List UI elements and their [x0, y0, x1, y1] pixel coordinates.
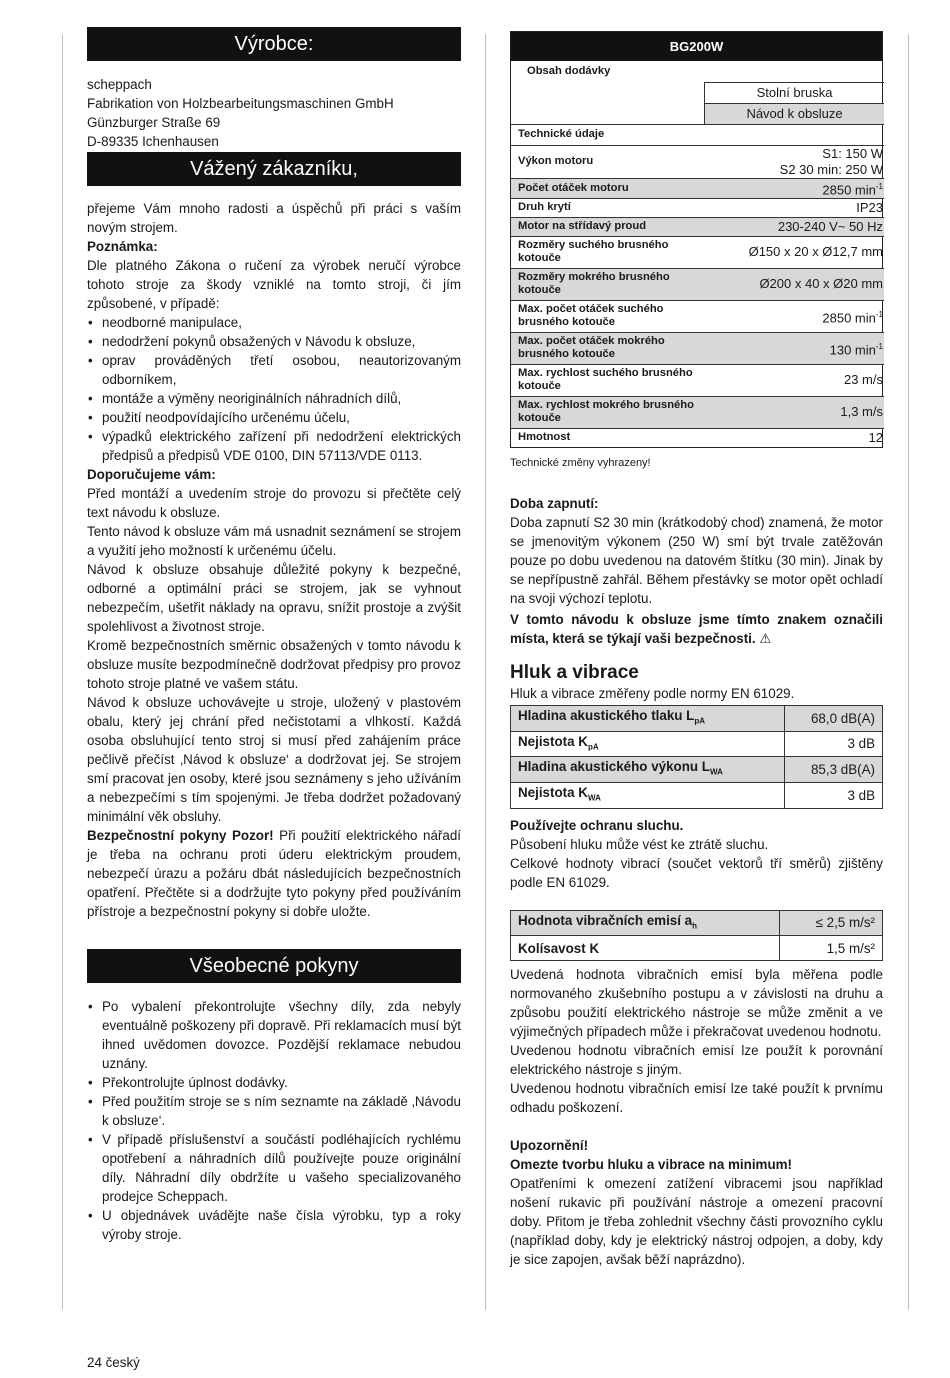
changes-note: Technické změny vyhrazeny!: [510, 456, 651, 469]
delivery-item: Návod k obsluze: [704, 103, 884, 124]
spec-value: 12: [868, 429, 883, 445]
address-line: Fabrikation von Holzbearbeitungsmaschinen GmbH: [87, 96, 394, 111]
delivery-label: Obsah dodávky: [527, 65, 611, 77]
row-label: Hladina akustického výkonu $L_{WA}$: [511, 757, 785, 783]
caution-label: Upozornění!: [510, 1138, 589, 1154]
note-text: Dle platného Zákona o ručení za výrobek neručí výrobce tohoto stroje za škody vzniklé na tomto stroji, či jím způsobené, v případě:: [87, 258, 461, 311]
spec-row: [511, 236, 884, 268]
list-item: • Překontrolujte úplnost dodávky.: [87, 1073, 461, 1092]
warning-triangle-icon: ⚠: [759, 630, 772, 646]
spec-row: [511, 145, 884, 178]
spec-row: [511, 268, 884, 300]
hearing-label: Používejte ochranu sluchu.: [510, 817, 684, 833]
row-label: Nejistota $K_{pA}$: [511, 731, 785, 757]
spec-label: Hmotnost: [511, 428, 704, 447]
list-item: • V případě příslušenství a součástí podléhajících rychlému opotřebení a náhradních dílů používejte pouze originální díly. Náhradní díly obdržíte u vašeho specializovaného prodejce Scheppach.: [87, 1130, 461, 1206]
spec-row: [511, 198, 884, 217]
spec-label: Výkon motoru: [511, 145, 704, 178]
spec-rows: [511, 145, 884, 447]
recommend-label: Doporučujeme vám:: [87, 467, 216, 482]
list-item: • neodborné manipulace,: [87, 313, 461, 332]
list-item: • použití neodpovídajícího určenému účelu,: [87, 408, 461, 427]
spec-label: Max. počet otáček suchého brusného kotouče: [511, 300, 704, 332]
spec-label: Rozměry suchého brusného kotouče: [511, 236, 704, 268]
spec-table: [511, 61, 884, 447]
spec-value: 130 $\min^{-1}$: [829, 341, 883, 357]
table-row: [511, 936, 883, 961]
noise-intro: Hluk a vibrace změřeny podle normy EN 61029.: [510, 685, 795, 701]
general-heading: Všeobecné pokyny: [87, 949, 461, 983]
paragraph: Tento návod k obsluze vám má usnadnit seznámení se strojem a využití jeho možností k určenému účelu.: [87, 524, 461, 558]
caution-bold: Omezte tvorbu hluku a vibrace na minimum!: [510, 1157, 793, 1173]
list-item: • oprav prováděných třetí osobou, neautorizovaným odborníkem,: [87, 351, 461, 389]
spec-row: [511, 332, 884, 364]
address-line: D-89335 Ichenhausen: [87, 134, 219, 149]
spec-row: [511, 364, 884, 396]
spec-row: [511, 300, 884, 332]
spec-row: [511, 396, 884, 428]
row-value: 1,5 m/s²: [779, 936, 882, 961]
customer-heading: Vážený zákazníku,: [87, 152, 461, 186]
spec-label: Max. rychlost suchého brusného kotouče: [511, 364, 704, 396]
list-item: • montáže a výměny neoriginálních náhradních dílů,: [87, 389, 461, 408]
caution-text: Opatřeními k omezení zatížení vibracemi jsou například nošení rukavic při používání nástroje a omezení pracovní doby. Přitom je třeba zohlednit všechny části provozního cyklu (například doby, kdy je elektrický nástroj odpojen, a doby, kdy je sice zapojen, avšak běží naprázdno).: [510, 1176, 883, 1268]
address-line: Günzburger Straße 69: [87, 115, 221, 130]
row-label: Hodnota vibračních emisí $a_h$: [511, 910, 780, 936]
right-margin-rule: [908, 34, 909, 1310]
list-item: • U objednávek uvádějte naše čísla výrobku, typ a roky výroby stroje.: [87, 1206, 461, 1244]
spec-value: Ø150 x 20 x Ø12,7 mm: [748, 244, 883, 260]
table-row: [511, 910, 883, 936]
spec-value: IP23: [856, 199, 883, 215]
spec-row: [511, 217, 884, 236]
row-label: Nejistota $K_{WA}$: [511, 782, 785, 808]
address-line: scheppach: [87, 77, 152, 92]
delivery-item: Stolní bruska: [704, 82, 884, 103]
vibration-table: [510, 910, 883, 962]
paragraph: Kromě bezpečnostních směrnic obsažených v tomto návodu k obsluze musíte bezpodmínečně dodržovat předpisy pro provoz tohoto stroje platné ve vašem státu.: [87, 638, 461, 691]
duty-label: Doba zapnutí:: [510, 495, 599, 511]
list-item: • Před použitím stroje se s ním seznamte na základě ‚Návodu k obsluze‘.: [87, 1092, 461, 1130]
spec-value: S2 30 min: 250 W: [779, 161, 883, 177]
noise-heading: Hluk a vibrace: [510, 661, 639, 683]
row-value: 3 dB: [784, 731, 882, 757]
paragraph: Návod k obsluze obsahuje důležité pokyny k bezpečné, odborné a optimální práci se strojem, jak se vyhnout nebezpečím, ušetřit náklady na opravu, snížit prostoje a zvýšit spolehlivost a životnost stroje.: [87, 562, 461, 634]
spec-label: Max. rychlost mokrého brusného kotouče: [511, 396, 704, 428]
table-row: [511, 705, 883, 731]
spec-value: 1,3 m/s: [840, 404, 883, 420]
intro-text: přejeme Vám mnoho radosti a úspěchů při práci s vaším novým strojem.: [87, 201, 461, 235]
hearing-line: Působení hluku může vést ke ztrátě sluchu.: [510, 836, 769, 852]
spec-label: Rozměry mokrého brusného kotouče: [511, 268, 704, 300]
spec-value: Ø200 x 40 x Ø20 mm: [759, 276, 883, 292]
spec-table-frame: [510, 31, 883, 448]
spec-value: 2850 $\min^{-1}$: [822, 309, 883, 325]
row-value: 3 dB: [784, 782, 882, 808]
paragraph: Uvedená hodnota vibračních emisí byla měřena podle normovaného zkušebního postupu a v závislosti na druhu a způsobu použití elektrického nástroje se může změnit a ve výjimečných případech může i překračovat uvedenou hodnotu.: [510, 967, 883, 1040]
spec-label: Druh krytí: [511, 198, 704, 217]
row-label: Hladina akustického tlaku $L_{pA}$: [511, 705, 785, 731]
paragraph: Před montáží a uvedením stroje do provozu si přečtěte celý text návodu k obsluze.: [87, 486, 461, 520]
spec-label: Motor na střídavý proud: [511, 217, 704, 236]
hearing-line: Celkové hodnoty vibrací (součet vektorů tří směrů) zjištěny podle EN 61029.: [510, 855, 883, 890]
row-label: Kolísavost K: [511, 936, 780, 961]
note-label: Poznámka:: [87, 239, 158, 254]
duty-text: Doba zapnutí S2 30 min (krátkodobý chod) znamená, že motor se jmenovitým výkonem (250 W) smí být trvale zatěžován pouze po dobu uvedenou na datovém štítku (30 min). Jinak by se nepřípustně zahřál. Během přestávky se motor opět ochladí na svoji výchozí teplotu.: [510, 514, 883, 606]
row-value: ≤ 2,5 m/s²: [779, 910, 882, 936]
spec-label: Max. počet otáček mokrého brusného kotouče: [511, 332, 704, 364]
general-list: [87, 997, 461, 1244]
left-margin-rule: [62, 34, 63, 1310]
page-footer: 24 český: [87, 1355, 140, 1370]
table-row: [511, 757, 883, 783]
row-value: 85,3 dB(A): [784, 757, 882, 783]
row-value: 68,0 dB(A): [784, 705, 882, 731]
safety-paragraph: [87, 826, 461, 921]
note-list: [87, 313, 461, 465]
spec-value: 2850 $\min^{-1}$: [822, 181, 883, 197]
list-item: • výpadků elektrického zařízení při nedodržení elektrických předpisů a předpisů VDE 0100, DIN 57113/VDE 0113.: [87, 427, 461, 465]
list-item: • nedodržení pokynů obsažených v Návodu k obsluze,: [87, 332, 461, 351]
paragraph: Návod k obsluze uchovávejte u stroje, uložený v plastovém obalu, který jej chrání před nečistotami a vlhkostí. Každá osoba obsluhující tento stroj si musí před zahájením práce pečlivě přečíst ‚Návod k obsluze‘ a dodržovat jej. Se strojem smí pracovat jen osoby, které jsou seznámeny s jeho užíváním a nebezpečími s tím spojenými. Je třeba dodržet požadovaný minimální věk obsluhy.: [87, 695, 461, 824]
spec-value: 230-240 V~ 50 Hz: [777, 218, 883, 234]
left-column: [87, 27, 461, 1244]
manufacturer-address: [87, 75, 461, 151]
spec-row: [511, 178, 884, 198]
paragraph: Uvedenou hodnotu vibračních emisí lze také použít k prvnímu odhadu poškození.: [510, 1081, 883, 1116]
tech-label: Technické údaje: [511, 124, 884, 145]
center-rule: [485, 34, 486, 1310]
table-row: [511, 782, 883, 808]
spec-value: S1: 150 W: [822, 145, 883, 161]
list-item: • Po vybalení překontrolujte všechny díly, zda nebyly eventuálně poškozeny při dopravě. Při reklamacích musí být ihned uvědomen dovozce. Pozdější reklamace nebudou uznány.: [87, 997, 461, 1073]
table-row: [511, 731, 883, 757]
safety-text: Při použití elektrického nářadí je třeba na ochranu proti úderu elektrickým proudem, nebezpečí úrazu a požáru dbát následujících bezpečnostních opatření. Přečtěte si a dodržujte tyto pokyny před používáním přístroje a bezpečnostní pokyny si dobře uložte.: [87, 828, 462, 919]
right-column: [510, 31, 883, 1269]
spec-row: [511, 428, 884, 447]
noise-table: [510, 705, 883, 809]
spec-model: BG200W: [511, 32, 882, 61]
spec-label: Počet otáček motoru: [511, 178, 704, 198]
warning-text: V tomto návodu k obsluze jsme tímto znakem označili místa, která se týkají vaši bezpečnosti. ⚠: [510, 611, 883, 646]
paragraph: Uvedenou hodnotu vibračních emisí lze použít k porovnání elektrického nástroje s jiným.: [510, 1043, 883, 1078]
spec-value: 23 m/s: [843, 372, 883, 388]
safety-label: Bezpečnostní pokyny Pozor!: [87, 828, 274, 843]
manufacturer-heading: Výrobce:: [87, 27, 461, 61]
